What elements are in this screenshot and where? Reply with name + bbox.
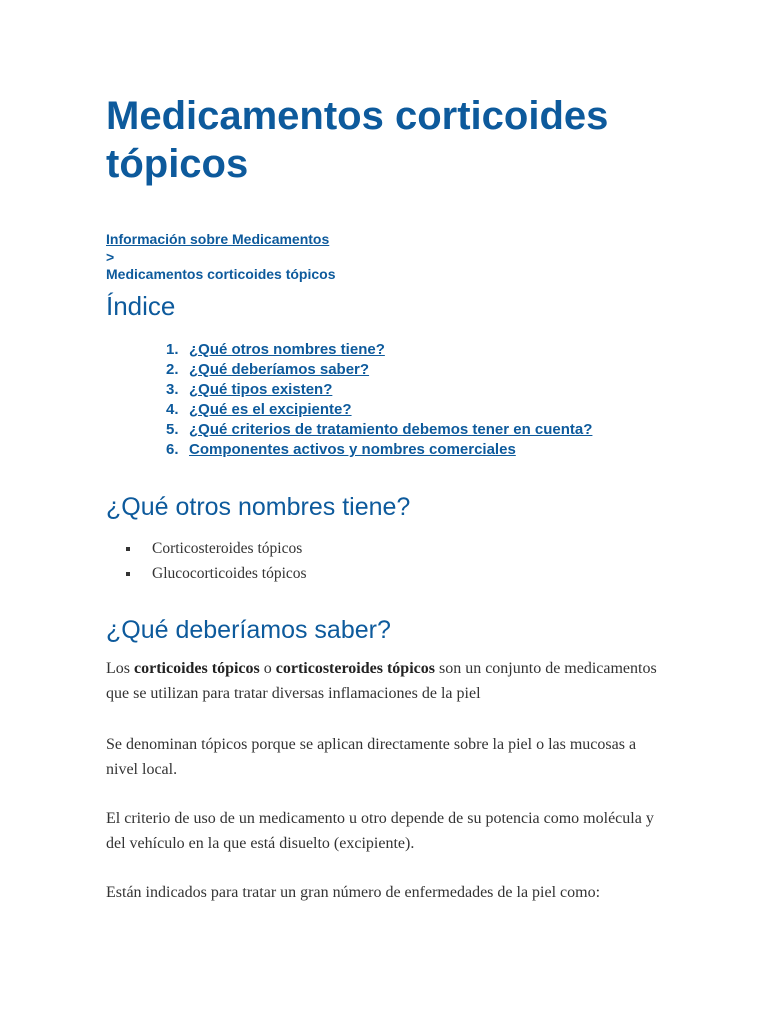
page-title: Medicamentos corticoides tópicos (106, 94, 609, 186)
toc-link-otros-nombres[interactable]: ¿Qué otros nombres tiene? (189, 341, 385, 358)
toc-item (166, 400, 592, 420)
toc-item-number: 3. (166, 381, 179, 398)
breadcrumb-current[interactable]: Medicamentos corticoides tópicos (106, 266, 336, 282)
toc-item (166, 380, 592, 400)
list-item (126, 561, 307, 586)
list-item-text: Corticosteroides tópicos (152, 540, 303, 557)
list-item (126, 536, 307, 561)
toc-item-number: 4. (166, 401, 179, 418)
bold-term: corticosteroides tópicos (275, 660, 435, 677)
section-heading-otros-nombres: ¿Qué otros nombres tiene? (106, 493, 411, 521)
breadcrumb-separator: > (106, 249, 115, 265)
paragraph-text: o (259, 660, 276, 677)
table-of-contents (166, 340, 592, 460)
paragraph-intro (106, 656, 666, 706)
toc-item (166, 420, 592, 440)
other-names-list (126, 536, 307, 586)
breadcrumb-link-medicamentos[interactable]: Información sobre Medicamentos (106, 231, 330, 247)
bullet-icon (126, 547, 130, 551)
toc-item (166, 360, 592, 380)
paragraph-topicos: Se denominan tópicos porque se aplican directamente sobre la piel o las mucosas a nivel local. (106, 736, 637, 778)
paragraph-criterio: El criterio de uso de un medicamento u otro depende de su potencia como molécula y del vehículo en la que está disuelto (excipiente). (106, 810, 654, 852)
toc-item-number: 6. (166, 441, 179, 458)
bullet-icon (126, 572, 130, 576)
toc-link-tipos[interactable]: ¿Qué tipos existen? (189, 381, 333, 398)
list-item-text: Glucocorticoides tópicos (152, 565, 307, 582)
paragraph-indicados: Están indicados para tratar un gran número de enfermedades de la piel como: (106, 884, 601, 901)
paragraph-text: Los (106, 660, 134, 677)
toc-item-number: 1. (166, 341, 179, 358)
toc-item-number: 2. (166, 361, 179, 378)
toc-link-excipiente[interactable]: ¿Qué es el excipiente? (189, 401, 352, 418)
section-heading-deberiamos-saber: ¿Qué deberíamos saber? (106, 616, 391, 644)
toc-item-number: 5. (166, 421, 179, 438)
paragraph-text: son un conjunto de medicamentos que se utilizan para tratar diversas inflamaciones de la piel (106, 660, 657, 702)
bold-term: corticoides tópicos (134, 660, 260, 677)
toc-item (166, 440, 592, 460)
toc-link-componentes[interactable]: Componentes activos y nombres comerciales (189, 441, 516, 458)
toc-item (166, 340, 592, 360)
toc-link-criterios[interactable]: ¿Qué criterios de tratamiento debemos tener en cuenta? (189, 421, 593, 438)
toc-heading: Índice (106, 291, 176, 321)
toc-link-deberiamos-saber[interactable]: ¿Qué deberíamos saber? (189, 361, 370, 378)
